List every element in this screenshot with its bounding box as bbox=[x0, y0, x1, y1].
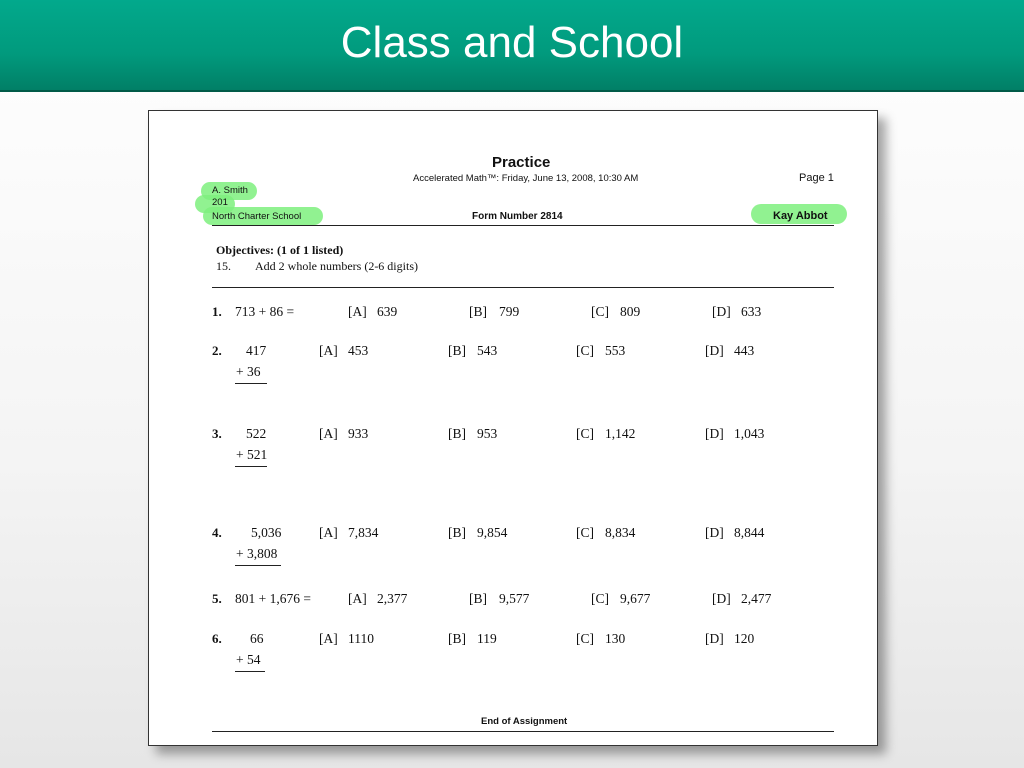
option-value: 799 bbox=[499, 304, 520, 319]
option-label: [B] bbox=[448, 343, 466, 358]
student-name: A. Smith bbox=[212, 185, 248, 196]
question-number: 2. bbox=[212, 343, 222, 358]
class-number: 201 bbox=[212, 197, 228, 208]
slide-title: Class and School bbox=[340, 18, 684, 67]
option-label: [C] bbox=[576, 525, 594, 540]
question-number: 4. bbox=[212, 525, 222, 540]
addend-top: 522 bbox=[246, 426, 267, 441]
option-value: 953 bbox=[477, 426, 498, 441]
objective-number: 15. bbox=[216, 259, 231, 273]
question-number: 6. bbox=[212, 631, 222, 646]
addend-bottom: + 36 bbox=[236, 364, 261, 379]
option-label: [C] bbox=[591, 591, 609, 606]
sum-line bbox=[235, 671, 265, 672]
option-label: [A] bbox=[319, 426, 338, 441]
option-label: [C] bbox=[576, 631, 594, 646]
option-value: 1,142 bbox=[605, 426, 636, 441]
option-value: 8,834 bbox=[605, 525, 636, 540]
report-title: Practice bbox=[492, 154, 551, 171]
option-value: 9,577 bbox=[499, 591, 530, 606]
question-expression: 801 + 1,676 = bbox=[235, 591, 311, 606]
practice-sheet bbox=[148, 110, 878, 746]
addend-top: 66 bbox=[250, 631, 264, 646]
addend-bottom: + 521 bbox=[236, 447, 268, 462]
question-number: 5. bbox=[212, 591, 222, 606]
option-value: 8,844 bbox=[734, 525, 765, 540]
objective-text: Add 2 whole numbers (2-6 digits) bbox=[255, 259, 418, 273]
addend-bottom: + 3,808 bbox=[236, 546, 278, 561]
option-label: [D] bbox=[705, 631, 724, 646]
footer-rule bbox=[212, 731, 834, 732]
option-value: 933 bbox=[348, 426, 369, 441]
option-value: 130 bbox=[605, 631, 626, 646]
option-value: 453 bbox=[348, 343, 369, 358]
sum-line bbox=[235, 466, 267, 467]
question-number: 1. bbox=[212, 304, 222, 319]
option-label: [A] bbox=[319, 343, 338, 358]
option-value: 809 bbox=[620, 304, 641, 319]
option-label: [B] bbox=[448, 631, 466, 646]
end-of-assignment: End of Assignment bbox=[481, 716, 568, 727]
option-label: [B] bbox=[469, 591, 487, 606]
addend-top: 5,036 bbox=[251, 525, 282, 540]
objectives-rule bbox=[212, 287, 834, 288]
option-value: 9,677 bbox=[620, 591, 651, 606]
option-label: [B] bbox=[469, 304, 487, 319]
option-value: 553 bbox=[605, 343, 626, 358]
option-value: 639 bbox=[377, 304, 398, 319]
addend-top: 417 bbox=[246, 343, 267, 358]
option-label: [A] bbox=[319, 525, 338, 540]
question-expression: 713 + 86 = bbox=[235, 304, 295, 319]
option-value: 543 bbox=[477, 343, 498, 358]
option-label: [B] bbox=[448, 525, 466, 540]
page-number: Page 1 bbox=[799, 172, 834, 184]
option-label: [D] bbox=[712, 304, 731, 319]
option-label: [B] bbox=[448, 426, 466, 441]
form-number: Form Number 2814 bbox=[472, 211, 563, 222]
option-label: [A] bbox=[348, 304, 367, 319]
option-label: [C] bbox=[591, 304, 609, 319]
objectives-heading: Objectives: (1 of 1 listed) bbox=[216, 243, 344, 257]
option-value: 2,377 bbox=[377, 591, 408, 606]
option-value: 119 bbox=[477, 631, 497, 646]
option-label: [C] bbox=[576, 343, 594, 358]
sum-line bbox=[235, 383, 267, 384]
option-value: 1110 bbox=[348, 631, 374, 646]
option-value: 7,834 bbox=[348, 525, 379, 540]
option-value: 443 bbox=[734, 343, 755, 358]
title-bar bbox=[0, 0, 1024, 92]
option-label: [D] bbox=[705, 525, 724, 540]
report-subtitle: Accelerated Math™: Friday, June 13, 2008, 10:30 AM bbox=[413, 173, 639, 184]
option-label: [A] bbox=[319, 631, 338, 646]
option-value: 633 bbox=[741, 304, 762, 319]
school-name: North Charter School bbox=[212, 211, 302, 222]
option-label: [A] bbox=[348, 591, 367, 606]
question-number: 3. bbox=[212, 426, 222, 441]
option-value: 2,477 bbox=[741, 591, 772, 606]
teacher-name: Kay Abbot bbox=[773, 210, 828, 222]
header-rule bbox=[212, 225, 834, 226]
option-value: 1,043 bbox=[734, 426, 765, 441]
option-label: [D] bbox=[705, 343, 724, 358]
option-value: 120 bbox=[734, 631, 755, 646]
option-value: 9,854 bbox=[477, 525, 508, 540]
sum-line bbox=[235, 565, 281, 566]
option-label: [D] bbox=[705, 426, 724, 441]
option-label: [D] bbox=[712, 591, 731, 606]
addend-bottom: + 54 bbox=[236, 652, 261, 667]
option-label: [C] bbox=[576, 426, 594, 441]
